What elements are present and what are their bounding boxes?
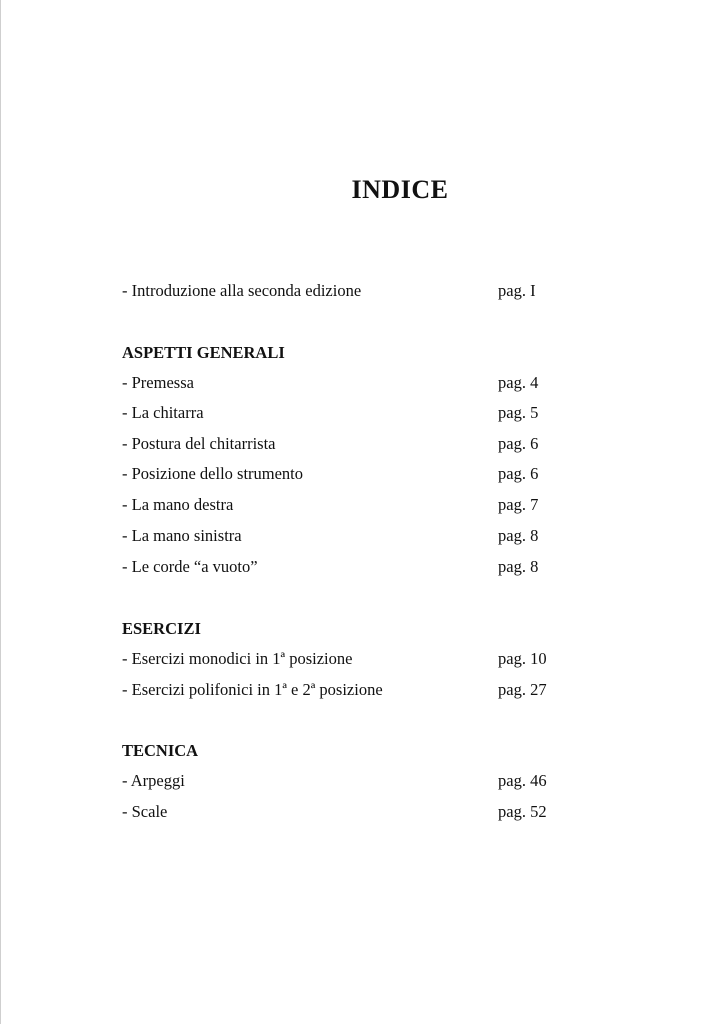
toc-entry-page: pag. 8: [498, 557, 539, 576]
toc-entry-page: pag. 52: [498, 802, 547, 821]
toc-entry-label: - Posizione dello strumento: [122, 464, 304, 483]
toc-entry-label: - Postura del chitarrista: [122, 434, 276, 453]
toc-entry-page: pag. 6: [498, 464, 539, 483]
section-heading-tecnica: TECNICA: [122, 741, 199, 760]
toc-entry-arpeggi: [122, 769, 582, 793]
toc-entry-page: pag. 7: [498, 495, 539, 514]
toc-entry-mano-sinistra: [122, 524, 582, 548]
toc-entry-label: - Scale: [122, 802, 168, 821]
toc-entry-label: - La mano sinistra: [122, 526, 242, 545]
toc-entry-label: - Premessa: [122, 373, 194, 392]
toc-entry-page: pag. 4: [498, 373, 539, 392]
toc-entry-esercizi-monodici: [122, 647, 582, 671]
toc-entry-page: pag. 46: [498, 771, 547, 790]
toc-entry-label: - Introduzione alla seconda edizione: [122, 281, 362, 300]
toc-entry-label: - La chitarra: [122, 403, 204, 422]
toc-entry-premessa: [122, 371, 582, 395]
toc-entry-scale: [122, 800, 582, 824]
toc-entry-label: - Esercizi polifonici in 1ª e 2ª posizione: [122, 680, 383, 699]
toc-entry-page: pag. 10: [498, 649, 547, 668]
toc-entry-postura: [122, 432, 582, 456]
toc-entry-esercizi-polifonici: [122, 678, 582, 702]
page-edge: [0, 0, 1, 1024]
page-title: INDICE: [351, 175, 449, 204]
toc-entry-label: - Esercizi monodici in 1ª posizione: [122, 649, 353, 668]
toc-entry-page: pag. 27: [498, 680, 547, 699]
toc-entry-mano-destra: [122, 493, 582, 517]
toc-entry-la-chitarra: [122, 401, 582, 425]
toc-entry-page: pag. 5: [498, 403, 539, 422]
toc-entry-posizione-strumento: [122, 462, 582, 486]
section-heading-esercizi: ESERCIZI: [122, 619, 201, 638]
toc-entry-label: - La mano destra: [122, 495, 234, 514]
toc-entry-page: pag. 8: [498, 526, 539, 545]
toc-entry-corde-a-vuoto: [122, 555, 582, 579]
toc-entry-page: pag. I: [498, 281, 536, 300]
toc-entry-label: - Le corde “a vuoto”: [122, 557, 258, 576]
toc-entry-page: pag. 6: [498, 434, 539, 453]
toc-entry-intro: [122, 279, 582, 303]
section-heading-aspetti-generali: ASPETTI GENERALI: [122, 343, 285, 362]
toc-entry-label: - Arpeggi: [122, 771, 185, 790]
